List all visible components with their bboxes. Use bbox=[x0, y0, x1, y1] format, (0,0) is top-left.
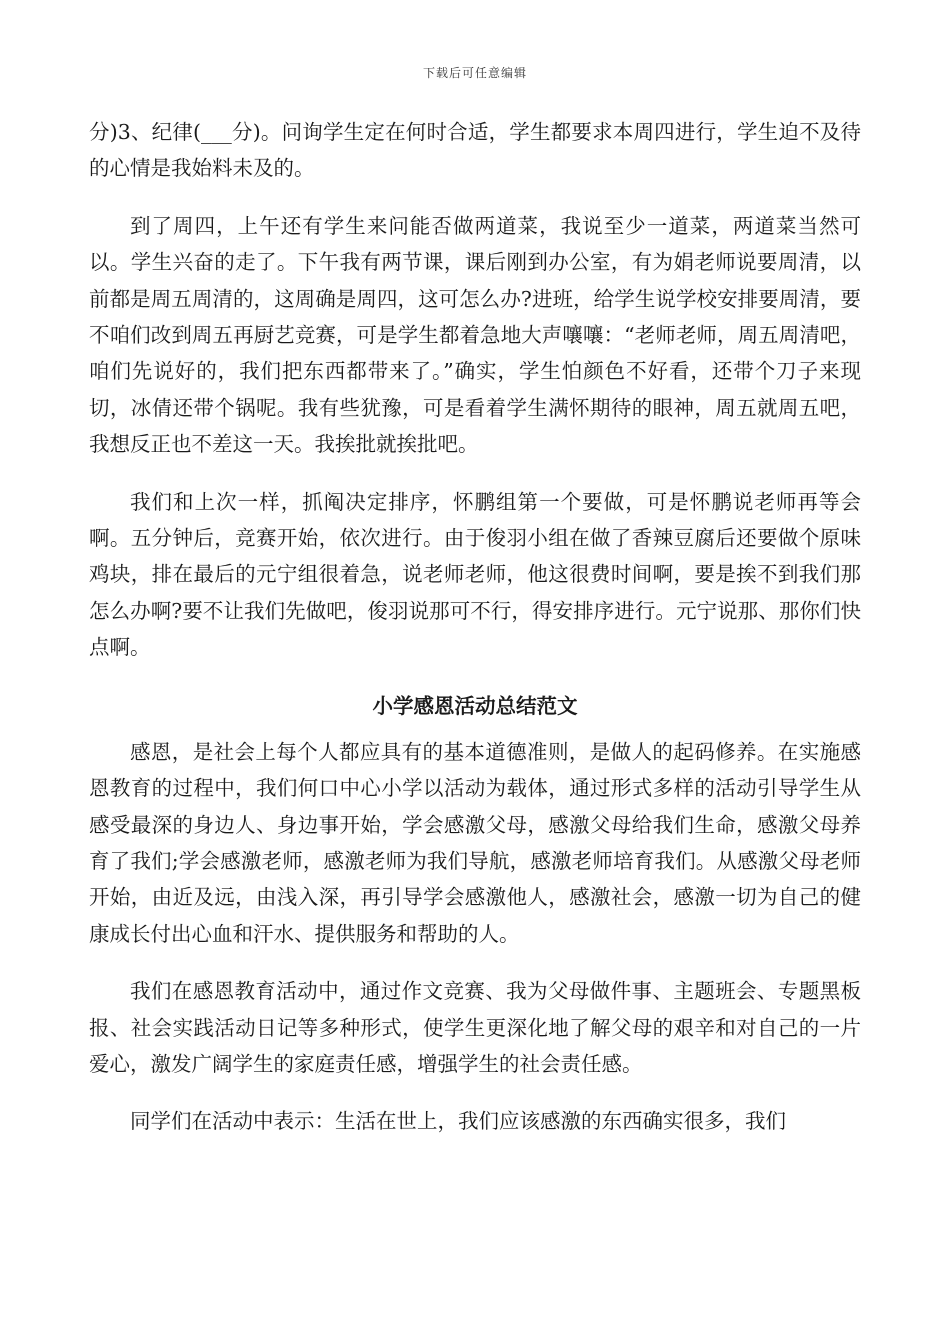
page-header: 下载后可任意编辑 bbox=[422, 66, 527, 80]
paragraph-activities: 我们在感恩教育活动中，通过作文竞赛、我为父母做件事、主题班会、专题黑板报、社会实践活动日记等多种形式，使学生更深化地了解父母的艰辛和对自己的一片爱心，激发广阔学生的家庭责任感，增强学生的社会责任感。 bbox=[89, 979, 861, 1076]
document-body bbox=[89, 114, 861, 1140]
section-title: 小学感恩活动总结范文 bbox=[372, 693, 578, 718]
paragraph-competition: 我们和上次一样，抓阄决定排序，怀鹏组第一个要做，可是怀鹏说老师再等会啊。五分钟后，竞赛开始，依次进行。由于俊羽小组在做了香辣豆腐后还要做个原味鸡块，排在最后的元宁组很着急，说老师老师，他这很费时间啊，要是挨不到我们那怎么办啊?要不让我们先做吧，俊羽说那可不行，得安排序进行。元宁说那、那你们快点啊。 bbox=[89, 489, 861, 660]
paragraph-continuation: 分)3、纪律(___分)。问询学生定在何时合适，学生都要求本周四进行，学生迫不及待的心情是我始料未及的。 bbox=[89, 120, 861, 181]
paragraph-students-express: 同学们在活动中表示：生活在世上，我们应该感激的东西确实很多，我们 bbox=[130, 1109, 786, 1134]
paragraph-gratitude-intro: 感恩，是社会上每个人都应具有的基本道德准则，是做人的起码修养。在实施感恩教育的过程中，我们何口中心小学以活动为载体，通过形式多样的活动引导学生从感受最深的身边人、身边事开始，学会感激父母，感激父母给我们生命，感激父母养育了我们;学会感激老师，感激老师为我们导航，感激老师培育我们。从感激父母老师开始，由近及远，由浅入深，再引导学会感激他人，感激社会，感激一切为自己的健康成长付出心血和汗水、提供服务和帮助的人。 bbox=[89, 739, 861, 946]
paragraph-thursday: 到了周四，上午还有学生来问能否做两道菜，我说至少一道菜，两道菜当然可以。学生兴奋的走了。下午我有两节课，课后刚到办公室，有为娟老师说要周清，以前都是周五周清的，这周确是周四，这可怎么办?进班，给学生说学校安排要周清，要不咱们改到周五再厨艺竞赛，可是学生都着急地大声嚷嚷：“老师老师，周五周清吧，咱们先说好的，我们把东西都带来了。”确实，学生怕颜色不好看，还带个刀子来现切，冰倩还带个锅呢。我有些犹豫，可是看着学生满怀期待的眼神，周五就周五吧，我想反正也不差这一天。我挨批就挨批吧。 bbox=[89, 213, 861, 457]
